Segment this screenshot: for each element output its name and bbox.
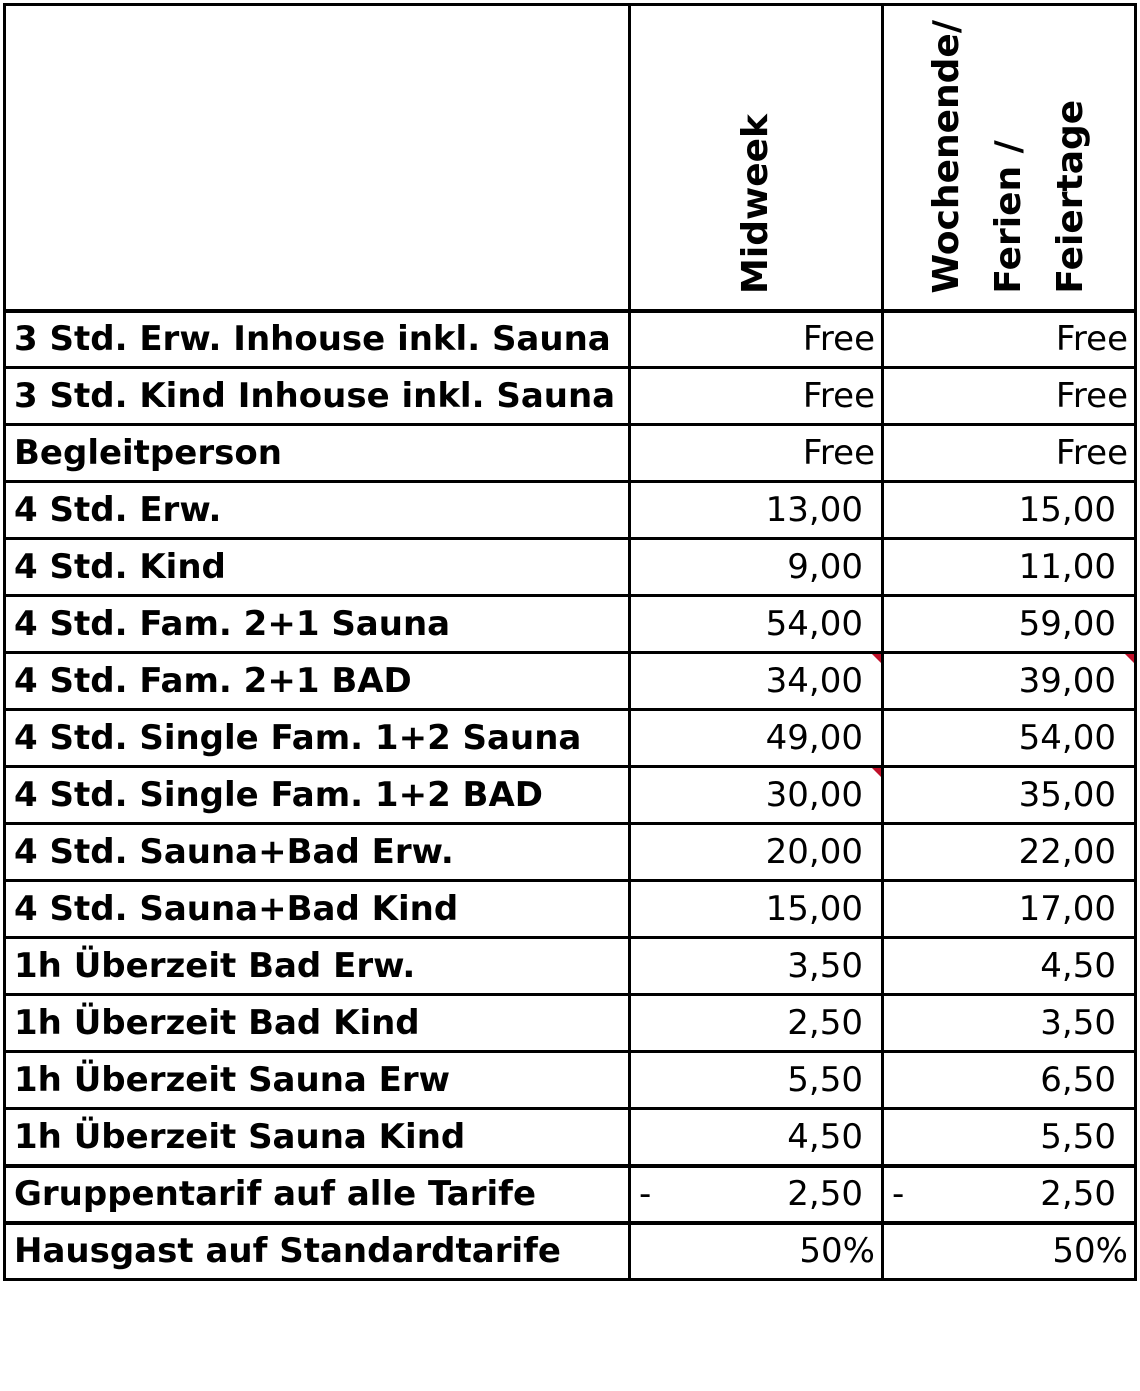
midweek-value[interactable]: 13,00 [630,482,883,539]
weekend-value[interactable]: 3,50 [883,995,1136,1052]
table-row [5,710,1136,767]
table-row [5,425,1136,482]
midweek-value[interactable]: 50% [630,1223,883,1280]
row-label[interactable]: 4 Std. Sauna+Bad Erw. [5,824,630,881]
minus-sign: - [639,1174,652,1214]
weekend-value: 2,50 [1040,1174,1116,1214]
table-row [5,881,1136,938]
weekend-value-with-comment[interactable] [883,653,1136,710]
table-row [5,1052,1136,1109]
row-label[interactable]: 1h Überzeit Sauna Erw [5,1052,630,1109]
table-row [5,1223,1136,1280]
row-label[interactable]: 4 Std. Sauna+Bad Kind [5,881,630,938]
header-row [5,5,1136,311]
row-label[interactable]: 1h Überzeit Bad Kind [5,995,630,1052]
comment-marker-icon[interactable] [872,654,881,663]
midweek-value[interactable]: Free [630,311,883,368]
midweek-value[interactable]: 15,00 [630,881,883,938]
weekend-value[interactable]: 6,50 [883,1052,1136,1109]
midweek-value: 30,00 [765,775,863,815]
midweek-value[interactable]: 54,00 [630,596,883,653]
row-label[interactable]: 4 Std. Single Fam. 1+2 BAD [5,767,630,824]
row-label[interactable]: 4 Std. Fam. 2+1 BAD [5,653,630,710]
row-label[interactable]: 3 Std. Kind Inhouse inkl. Sauna [5,368,630,425]
comment-marker-icon[interactable] [872,768,881,777]
table-row [5,995,1136,1052]
midweek-value: 2,50 [787,1174,863,1214]
table-row [5,1166,1136,1223]
weekend-value[interactable]: 11,00 [883,539,1136,596]
weekend-value[interactable]: 22,00 [883,824,1136,881]
row-label[interactable]: 4 Std. Fam. 2+1 Sauna [5,596,630,653]
row-label[interactable]: 1h Überzeit Bad Erw. [5,938,630,995]
header-weekend-cell[interactable] [883,5,1136,311]
weekend-value: 39,00 [1018,661,1116,701]
midweek-value[interactable]: 9,00 [630,539,883,596]
row-label[interactable]: 1h Überzeit Sauna Kind [5,1109,630,1166]
row-label[interactable]: Hausgast auf Standardtarife [5,1223,630,1280]
table-row [5,653,1136,710]
table-row [5,311,1136,368]
midweek-value[interactable]: Free [630,368,883,425]
header-midweek-cell[interactable] [630,5,883,311]
midweek-value[interactable]: 20,00 [630,824,883,881]
row-label[interactable]: 4 Std. Erw. [5,482,630,539]
row-label[interactable]: Gruppentarif auf alle Tarife [5,1166,630,1223]
weekend-value[interactable]: 35,00 [883,767,1136,824]
midweek-value[interactable]: 4,50 [630,1109,883,1166]
table-row [5,938,1136,995]
price-table [3,3,1137,1281]
row-label[interactable]: 3 Std. Erw. Inhouse inkl. Sauna [5,311,630,368]
row-label[interactable]: 4 Std. Kind [5,539,630,596]
weekend-value[interactable]: Free [883,425,1136,482]
row-label[interactable]: Begleitperson [5,425,630,482]
weekend-value[interactable]: 4,50 [883,938,1136,995]
midweek-value[interactable]: Free [630,425,883,482]
midweek-value[interactable]: 3,50 [630,938,883,995]
midweek-value[interactable]: 5,50 [630,1052,883,1109]
midweek-value-with-sign[interactable] [630,1166,883,1223]
weekend-value[interactable]: Free [883,368,1136,425]
weekend-value[interactable]: 15,00 [883,482,1136,539]
midweek-value-with-comment[interactable] [630,767,883,824]
header-empty-cell[interactable] [5,5,630,311]
midweek-value: 34,00 [765,661,863,701]
table-row [5,482,1136,539]
weekend-value[interactable]: 54,00 [883,710,1136,767]
header-midweek: Midweek [735,113,776,294]
weekend-value[interactable]: 50% [883,1223,1136,1280]
comment-marker-icon[interactable] [1125,654,1134,663]
weekend-value[interactable]: 5,50 [883,1109,1136,1166]
row-label[interactable]: 4 Std. Single Fam. 1+2 Sauna [5,710,630,767]
header-weekend: Wochenende/ Ferien / Feiertage [926,19,1091,294]
midweek-value[interactable]: 49,00 [630,710,883,767]
weekend-value[interactable]: 17,00 [883,881,1136,938]
table-row [5,824,1136,881]
table-row [5,539,1136,596]
weekend-value[interactable]: 59,00 [883,596,1136,653]
midweek-value-with-comment[interactable] [630,653,883,710]
table-row [5,596,1136,653]
weekend-value-with-sign[interactable] [883,1166,1136,1223]
table-row [5,1109,1136,1166]
minus-sign: - [892,1174,905,1214]
table-row [5,368,1136,425]
weekend-value[interactable]: Free [883,311,1136,368]
table-row [5,767,1136,824]
midweek-value[interactable]: 2,50 [630,995,883,1052]
